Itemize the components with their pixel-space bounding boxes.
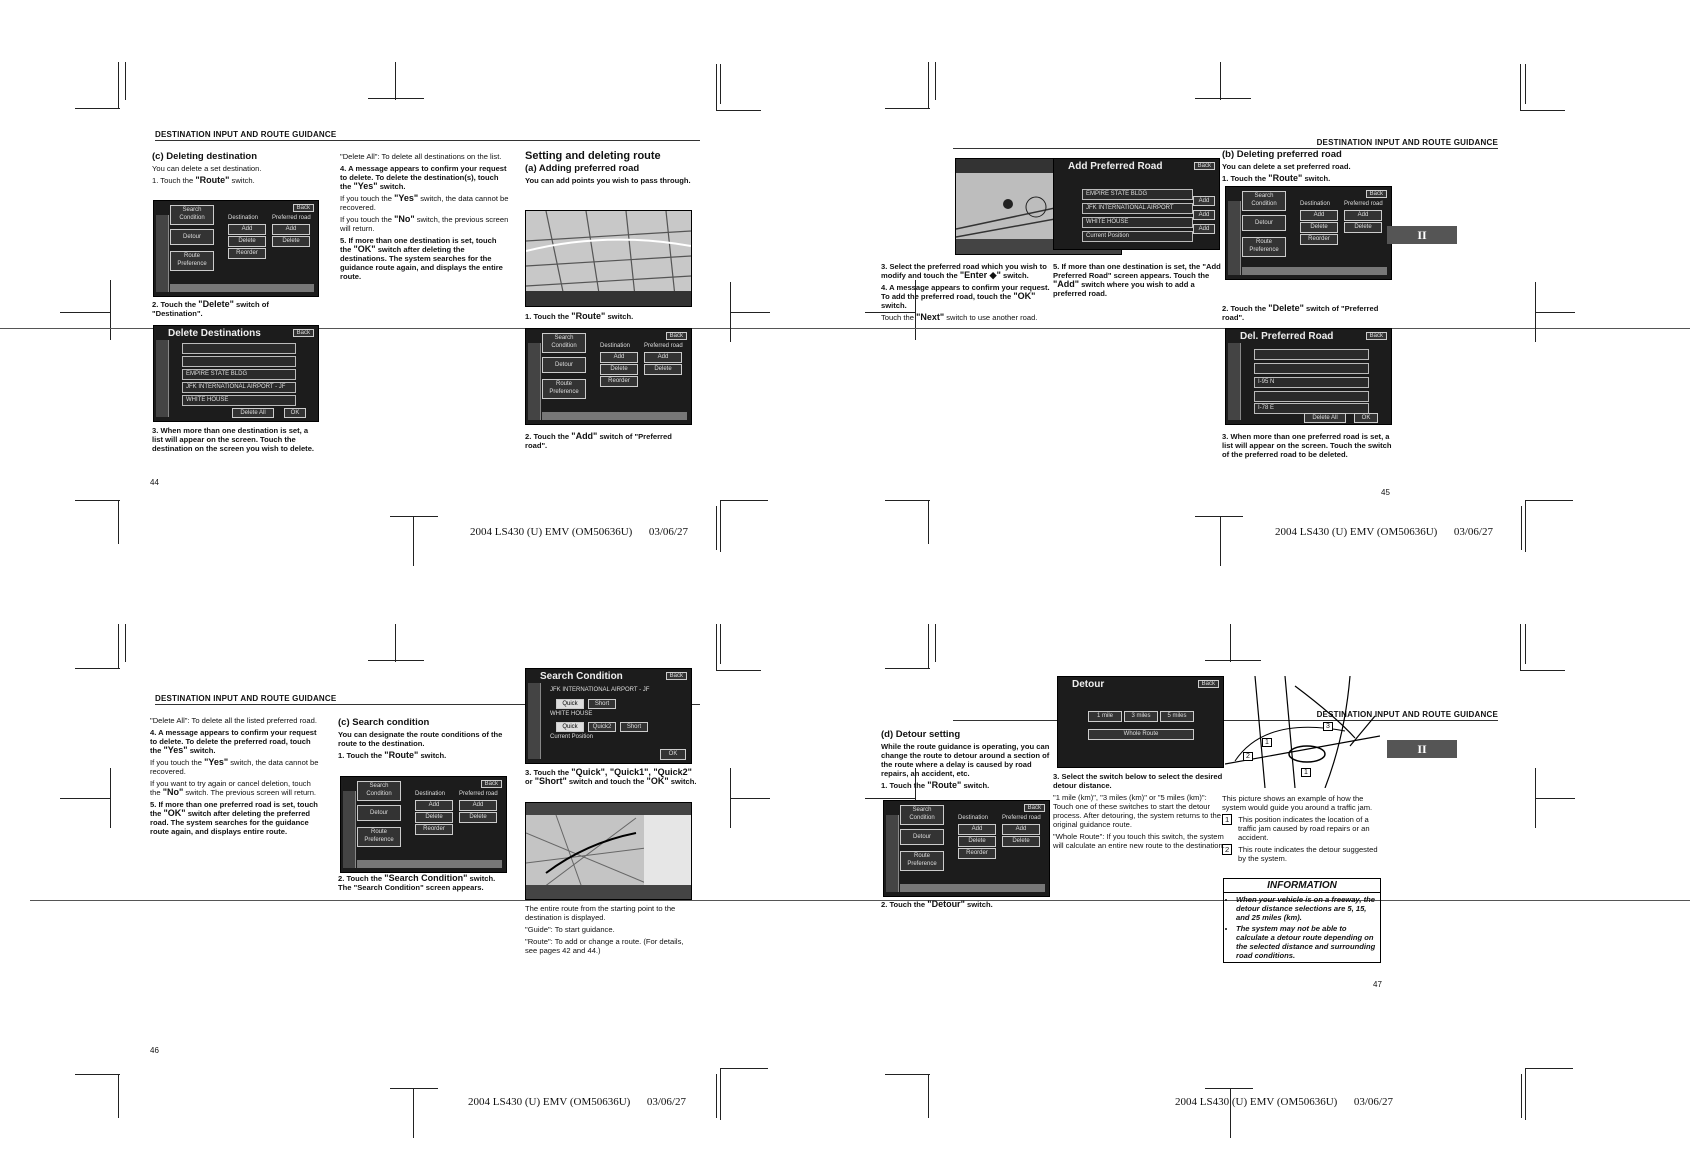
search-condition-button[interactable]: Search Condition: [900, 805, 944, 825]
intro-text: You can add points you wish to pass through.: [525, 176, 691, 185]
list-row-empty[interactable]: [1254, 391, 1369, 402]
column-3b: [525, 312, 695, 324]
column-1c: [152, 426, 320, 456]
screen-title: Search Condition: [540, 671, 623, 682]
no-note: If you want to try again or cancel deletion, touch the "No" switch. The previous screen will return.: [150, 779, 317, 797]
reorder-button[interactable]: Reorder: [415, 824, 453, 835]
preferred-add-button[interactable]: Add: [644, 352, 682, 363]
whole-route-button[interactable]: Whole Route: [1088, 729, 1194, 740]
diagram-label-detour: 2: [1243, 752, 1253, 761]
destination-delete-button[interactable]: Delete: [415, 812, 453, 823]
column-3: [525, 768, 697, 789]
delete-all-note: "Delete All": To delete all destinations on the list.: [340, 152, 502, 161]
preferred-road-label: Preferred road: [1002, 815, 1041, 821]
back-button[interactable]: Back: [293, 329, 314, 337]
destination-label: Destination: [415, 791, 446, 797]
section-heading: (b) Deleting preferred road: [1222, 149, 1342, 160]
section-heading: (c) Search condition: [338, 717, 430, 728]
column-3c: [1222, 432, 1392, 462]
map-graphic: [526, 803, 691, 899]
destination-add-button[interactable]: Add: [958, 824, 996, 835]
list-item[interactable]: I-95 N: [1254, 377, 1369, 388]
map-screen: [525, 210, 692, 307]
back-button[interactable]: Back: [1366, 190, 1387, 198]
back-button[interactable]: Back: [481, 780, 502, 788]
list-item: EMPIRE STATE BLDG: [1082, 189, 1193, 200]
page-number: 46: [150, 1046, 159, 1055]
column-3: [1222, 150, 1392, 186]
destination-delete-button[interactable]: Delete: [958, 836, 996, 847]
preferred-road-label: Preferred road: [644, 343, 683, 349]
delete-destinations-screen: [153, 325, 319, 422]
reorder-button[interactable]: Reorder: [958, 848, 996, 859]
back-button[interactable]: Back: [1198, 680, 1219, 688]
step-3: 3. Select the preferred road which you wish to modify and touch the "Enter ◆" switch.: [881, 262, 1047, 280]
destination-delete-button[interactable]: Delete: [228, 236, 266, 247]
running-header: DESTINATION INPUT AND ROUTE GUIDANCE: [155, 130, 700, 141]
ok-button[interactable]: OK: [284, 408, 306, 418]
add-preferred-road-screen: [1053, 158, 1220, 250]
step-4: 4. A message appears to confirm your request to delete. To delete the preferred road, touch the "Yes" switch.: [150, 728, 317, 755]
back-button[interactable]: Back: [666, 672, 687, 680]
route-preference-button[interactable]: Route Preference: [357, 827, 401, 847]
step-1: 1. Touch the "Route" switch.: [338, 750, 447, 760]
preferred-delete-button[interactable]: Delete: [459, 812, 497, 823]
preferred-delete-button[interactable]: Delete: [644, 364, 682, 375]
diagram-label: 1: [1262, 738, 1272, 747]
search-condition-button[interactable]: Search Condition: [357, 781, 401, 801]
search-condition-screen: [525, 668, 692, 764]
back-button[interactable]: Back: [1366, 332, 1387, 340]
list-row-empty[interactable]: [1254, 363, 1369, 374]
step-2: 2. Touch the "Detour" switch.: [881, 899, 993, 909]
add-button[interactable]: Add: [1193, 196, 1215, 206]
route-on-search-condition-screen: [525, 802, 692, 900]
section-tab: II: [1387, 226, 1457, 244]
step-3: 3. When more than one preferred road is set, a list will appear on the screen. Touch the switch of the preferred road to be deleted.: [1222, 432, 1392, 459]
route-menu-screen: [883, 800, 1050, 897]
preferred-delete-button[interactable]: Delete: [1344, 222, 1382, 233]
preferred-delete-button[interactable]: Delete: [272, 236, 310, 247]
destination-label: Destination: [958, 815, 989, 821]
list-item: Current Position: [1082, 231, 1193, 242]
destination-delete-button[interactable]: Delete: [1300, 222, 1338, 233]
destination-add-button[interactable]: Add: [600, 352, 638, 363]
list-row-empty[interactable]: [182, 356, 296, 367]
page-44: [0, 0, 845, 587]
step-1: 1. Touch the "Route" switch.: [525, 311, 634, 321]
section-tab: II: [1387, 740, 1457, 758]
section-title: Setting and deleting route: [525, 150, 661, 162]
route-preference-button[interactable]: Route Preference: [170, 251, 214, 271]
legend-2: 2 This route indicates the detour suggested by the system.: [1222, 845, 1382, 863]
list-item[interactable]: JFK INTERNATIONAL AIRPORT - JF: [182, 382, 296, 393]
route-menu-screen: [525, 328, 692, 425]
back-button[interactable]: Back: [1194, 162, 1215, 170]
detour-3-miles-button[interactable]: 3 miles: [1124, 711, 1158, 722]
detour-button[interactable]: Detour: [542, 357, 586, 373]
reorder-button[interactable]: Reorder: [1300, 234, 1338, 245]
intro-text: You can designate the route conditions of the route to the destination.: [338, 730, 503, 748]
detour-screen: [1057, 676, 1224, 768]
detour-button[interactable]: Detour: [900, 829, 944, 845]
step-5: 5. If more than one destination is set, the "Add Preferred Road" screen appears. Touch the "Add" switch where you wish to add a preferred road.: [1053, 262, 1221, 298]
reorder-button[interactable]: Reorder: [228, 248, 266, 259]
column-3: [1222, 794, 1382, 866]
column-1: [150, 716, 322, 839]
screen-title: Add Preferred Road: [1068, 161, 1163, 172]
page-47: [845, 588, 1690, 1175]
delete-all-button[interactable]: Delete All: [232, 408, 274, 418]
list-item: WHITE HOUSE: [1082, 217, 1193, 228]
running-header: DESTINATION INPUT AND ROUTE GUIDANCE: [953, 710, 1498, 721]
step-1: 1. Touch the "Route" switch.: [881, 780, 990, 790]
information-item: • When your vehicle is on a freeway, the detour distance selections are 5, 15, and 25 miles (km).: [1236, 895, 1376, 922]
no-note: If you touch the "No" switch, the previous screen will return.: [340, 214, 509, 233]
route-preference-button[interactable]: Route Preference: [542, 379, 586, 399]
section-heading: (c) Deleting destination: [152, 151, 258, 162]
destination-delete-button[interactable]: Delete: [600, 364, 638, 375]
step-2: 2. Touch the "Delete" switch of "Destination".: [152, 299, 269, 318]
back-button[interactable]: Back: [1024, 804, 1045, 812]
preferred-road-label: Preferred road: [272, 215, 311, 221]
step-2: 2. Touch the "Add" switch of "Preferred road".: [525, 431, 672, 450]
yes-note: If you touch the "Yes" switch, the data cannot be recovered.: [340, 193, 509, 212]
list-item[interactable]: WHITE HOUSE: [182, 395, 296, 406]
diagram-label-jam: 1: [1301, 768, 1311, 777]
footer: 2004 LS430 (U) EMV (OM50636U) 03/06/27: [1275, 526, 1493, 538]
current-position-label: Current Position: [550, 734, 594, 740]
page-number: 44: [150, 478, 159, 487]
route-menu-screen: [153, 200, 319, 297]
screen-title: Del. Preferred Road: [1240, 331, 1334, 342]
back-button[interactable]: Back: [293, 204, 314, 212]
guide-note: "Guide": To start guidance.: [525, 925, 615, 934]
search-condition-button[interactable]: Search Condition: [1242, 191, 1286, 211]
quick-button[interactable]: Quick: [556, 722, 584, 732]
step-5: 5. If more than one preferred road is set, touch the "OK" switch after deleting the preferred road. The system searches for the guidance route again, and displays entire route.: [150, 800, 318, 836]
column-3: [525, 152, 695, 188]
list-item: JFK INTERNATIONAL AIRPORT: [1082, 203, 1193, 214]
entire-route-text: The entire route from the starting point to the destination is displayed.: [525, 904, 676, 922]
list-item[interactable]: EMPIRE STATE BLDG: [182, 369, 296, 380]
detour-5-miles-button[interactable]: 5 miles: [1160, 711, 1194, 722]
next-note: Touch the "Next" switch to use another road.: [881, 312, 1038, 322]
footer: 2004 LS430 (U) EMV (OM50636U) 03/06/27: [470, 526, 688, 538]
detour-diagram: [1225, 676, 1380, 788]
page-46: [0, 588, 845, 1175]
column-2: [340, 152, 510, 284]
column-2: [1053, 772, 1225, 853]
destination-label: Destination: [1300, 201, 1331, 207]
destination-item: JFK INTERNATIONAL AIRPORT - JF: [550, 687, 650, 693]
list-item[interactable]: I-78 E: [1254, 403, 1369, 414]
preferred-add-button[interactable]: Add: [1002, 824, 1040, 835]
page-number: 47: [1373, 980, 1382, 989]
diagram-label: 3: [1323, 722, 1333, 731]
intro-text: While the route guidance is operating, you can change the route to detour around a section of the route where a delay is caused by road repairs, an accident, etc.: [881, 742, 1050, 778]
add-button[interactable]: Add: [1193, 224, 1215, 234]
search-condition-button[interactable]: Search Condition: [542, 333, 586, 353]
search-condition-button[interactable]: Search Condition: [170, 205, 214, 225]
screen-title: Detour: [1072, 679, 1105, 690]
destination-add-button[interactable]: Add: [415, 800, 453, 811]
short-button[interactable]: Short: [588, 699, 616, 709]
detour-1-mile-button[interactable]: 1 mile: [1088, 711, 1122, 722]
section-heading: (a) Adding preferred road: [525, 163, 640, 174]
column-3b: [525, 904, 697, 958]
reorder-button[interactable]: Reorder: [600, 376, 638, 387]
column-1b: [881, 900, 1051, 912]
column-3b: [1222, 304, 1392, 325]
quick-button[interactable]: Quick: [556, 699, 584, 709]
screen-title: Delete Destinations: [168, 328, 261, 339]
preferred-delete-button[interactable]: Delete: [1002, 836, 1040, 847]
route-note: "Route": To add or change a route. (For details, see pages 42 and 44.): [525, 937, 684, 955]
column-1b: [152, 300, 320, 321]
destination-item: WHITE HOUSE: [550, 711, 593, 717]
preferred-add-button[interactable]: Add: [272, 224, 310, 235]
destination-label: Destination: [228, 215, 259, 221]
step-4: 4. A message appears to confirm your request. To add the preferred road, touch the "OK" switch.: [881, 283, 1050, 310]
add-button[interactable]: Add: [1193, 210, 1215, 220]
step-3: 3. When more than one destination is set, a list will appear on the screen. Touch the destination on the screen you wish to delete.: [152, 426, 315, 453]
route-menu-screen: [1225, 186, 1392, 280]
list-row-empty[interactable]: [182, 343, 296, 354]
column-1: [152, 152, 320, 188]
destination-label: Destination: [600, 343, 631, 349]
step-3: 3. Select the switch below to select the desired detour distance.: [1053, 772, 1223, 790]
information-box: [1223, 878, 1381, 963]
page-number: 45: [1381, 488, 1390, 497]
detour-button[interactable]: Detour: [1242, 215, 1286, 231]
detour-button[interactable]: Detour: [357, 805, 401, 821]
column-3c: [525, 432, 695, 453]
map-graphic: [526, 211, 691, 306]
step-1: 1. Touch the "Route" switch.: [1222, 173, 1331, 183]
page-45: [845, 0, 1690, 587]
route-menu-screen: [340, 776, 507, 873]
column-2: [1053, 262, 1225, 301]
back-button[interactable]: Back: [666, 332, 687, 340]
delete-all-note: "Delete All": To delete all the listed preferred road.: [150, 716, 317, 725]
column-2: [338, 718, 510, 763]
intro-text: You can delete a set preferred road.: [1222, 162, 1351, 171]
preferred-road-label: Preferred road: [1344, 201, 1383, 207]
step-3: 3. Touch the "Quick", "Quick1", "Quick2" or "Short" switch and touch the "OK" switch.: [525, 767, 697, 786]
legend-1: 1 This position indicates the location of a traffic jam caused by road repairs or an accident.: [1222, 815, 1382, 842]
miles-note: "1 mile (km)", "3 miles (km)" or "5 miles (km)": Touch one of these switches to start the detour process. After detouring, the system returns to the original guidance route.: [1053, 793, 1221, 829]
ok-button[interactable]: OK: [1354, 413, 1378, 423]
delete-all-button[interactable]: Delete All: [1304, 413, 1346, 423]
step-2: 2. Touch the "Search Condition" switch. The "Search Condition" screen appears.: [338, 873, 496, 892]
column-2b: [338, 874, 510, 895]
picture-description: This picture shows an example of how the system would guide you around a traffic jam.: [1222, 794, 1373, 812]
list-row-empty[interactable]: [1254, 349, 1369, 360]
whole-route-note: "Whole Route": If you touch this switch, the system will calculate an entire new route to the destination.: [1053, 832, 1225, 850]
step-2: 2. Touch the "Delete" switch of "Preferred road".: [1222, 303, 1379, 322]
ok-button[interactable]: OK: [660, 749, 686, 760]
del-preferred-road-screen: [1225, 328, 1392, 425]
step-4: 4. A message appears to confirm your request to delete. To delete the destination(s), touch the "Yes" switch.: [340, 164, 507, 191]
footer: 2004 LS430 (U) EMV (OM50636U) 03/06/27: [1175, 1096, 1393, 1108]
column-1: [881, 730, 1051, 793]
route-preference-button[interactable]: Route Preference: [900, 851, 944, 871]
preferred-road-label: Preferred road: [459, 791, 498, 797]
intro-text: You can delete a set destination.: [152, 164, 262, 173]
destination-add-button[interactable]: Add: [1300, 210, 1338, 221]
destination-add-button[interactable]: Add: [228, 224, 266, 235]
step-1: 1. Touch the "Route" switch.: [152, 175, 255, 185]
detour-button[interactable]: Detour: [170, 229, 214, 245]
preferred-add-button[interactable]: Add: [459, 800, 497, 811]
information-item: • The system may not be able to calculate a detour route depending on the selected distance and surrounding road conditions.: [1236, 924, 1376, 960]
yes-note: If you touch the "Yes" switch, the data cannot be recovered.: [150, 757, 319, 776]
section-heading: (d) Detour setting: [881, 729, 961, 740]
running-header: DESTINATION INPUT AND ROUTE GUIDANCE: [155, 694, 700, 705]
running-header: DESTINATION INPUT AND ROUTE GUIDANCE: [953, 138, 1498, 149]
short-button[interactable]: Short: [620, 722, 648, 732]
preferred-add-button[interactable]: Add: [1344, 210, 1382, 221]
route-preference-button[interactable]: Route Preference: [1242, 237, 1286, 257]
information-title: INFORMATION: [1224, 879, 1380, 893]
footer: 2004 LS430 (U) EMV (OM50636U) 03/06/27: [468, 1096, 686, 1108]
step-5: 5. If more than one destination is set, touch the "OK" switch after deleting the destinations. The system searches for the guidance route again, and displays the entire route.: [340, 236, 503, 281]
quick2-button[interactable]: Quick2: [588, 722, 616, 732]
column-1: [881, 262, 1053, 325]
